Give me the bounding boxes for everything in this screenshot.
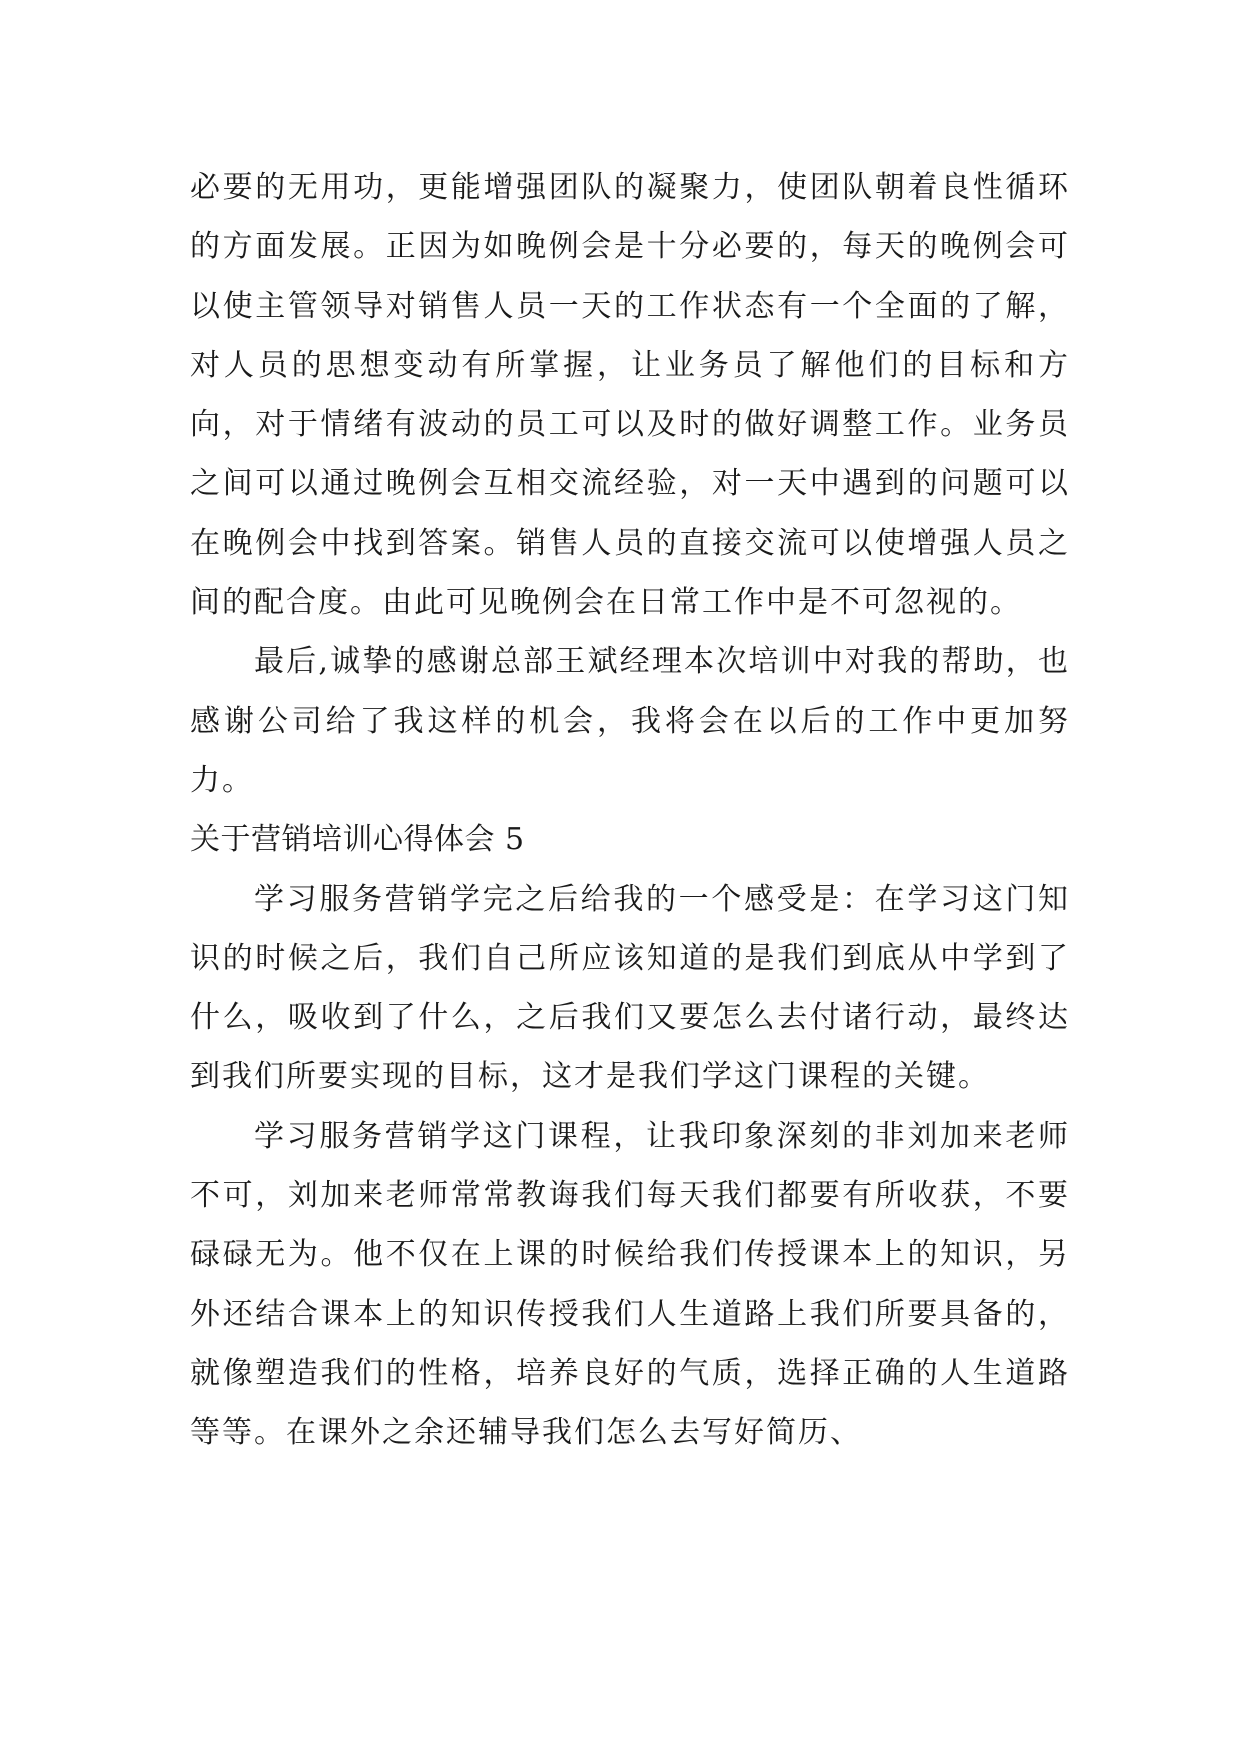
section-heading: 关于营销培训心得体会 5 bbox=[190, 822, 525, 858]
paragraph-teacher: 学习服务营销学这门课程，让我印象深刻的非刘加来老师不可，刘加来老师常常教诲我们每天我们都要有所收获，不要碌碌无为。他不仅在上课的时候给我们传授课本上的知识，另外还结合课本上的知识传授我们人生道路上我们所要具备的，就像塑造我们的性格，培养良好的气质，选择正确的人生道路等等。在课外之余还辅导我们怎么去写好简历、 bbox=[190, 1118, 1070, 1451]
paragraph-evening-meeting: 必要的无用功，更能增强团队的凝聚力，使团队朝着良性循环的方面发展。正因为如晚例会是十分必要的，每天的晚例会可以使主管领导对销售人员一天的工作状态有一个全面的了解，对人员的思想变动有所掌握，让业务员了解他们的目标和方向，对于情绪有波动的员工可以及时的做好调整工作。业务员之间可以通过晚例会互相交流经验，对一天中遇到的问题可以在晚例会中找到答案。销售人员的直接交流可以使增强人员之间的配合度。由此可见晚例会在日常工作中是不可忽视的。 bbox=[190, 170, 1070, 621]
paragraph-learning-feeling: 学习服务营销学完之后给我的一个感受是：在学习这门知识的时候之后，我们自己所应该知道的是我们到底从中学到了什么，吸收到了什么，之后我们又要怎么去付诸行动，最终达到我们所要实现的目标，这才是我们学这门课程的关键。 bbox=[190, 881, 1070, 1095]
paragraph-thanks: 最后,诚挚的感谢总部王斌经理本次培训中对我的帮助，也感谢公司给了我这样的机会，我将会在以后的工作中更加努力。 bbox=[190, 644, 1070, 798]
document-body bbox=[190, 158, 1070, 1463]
